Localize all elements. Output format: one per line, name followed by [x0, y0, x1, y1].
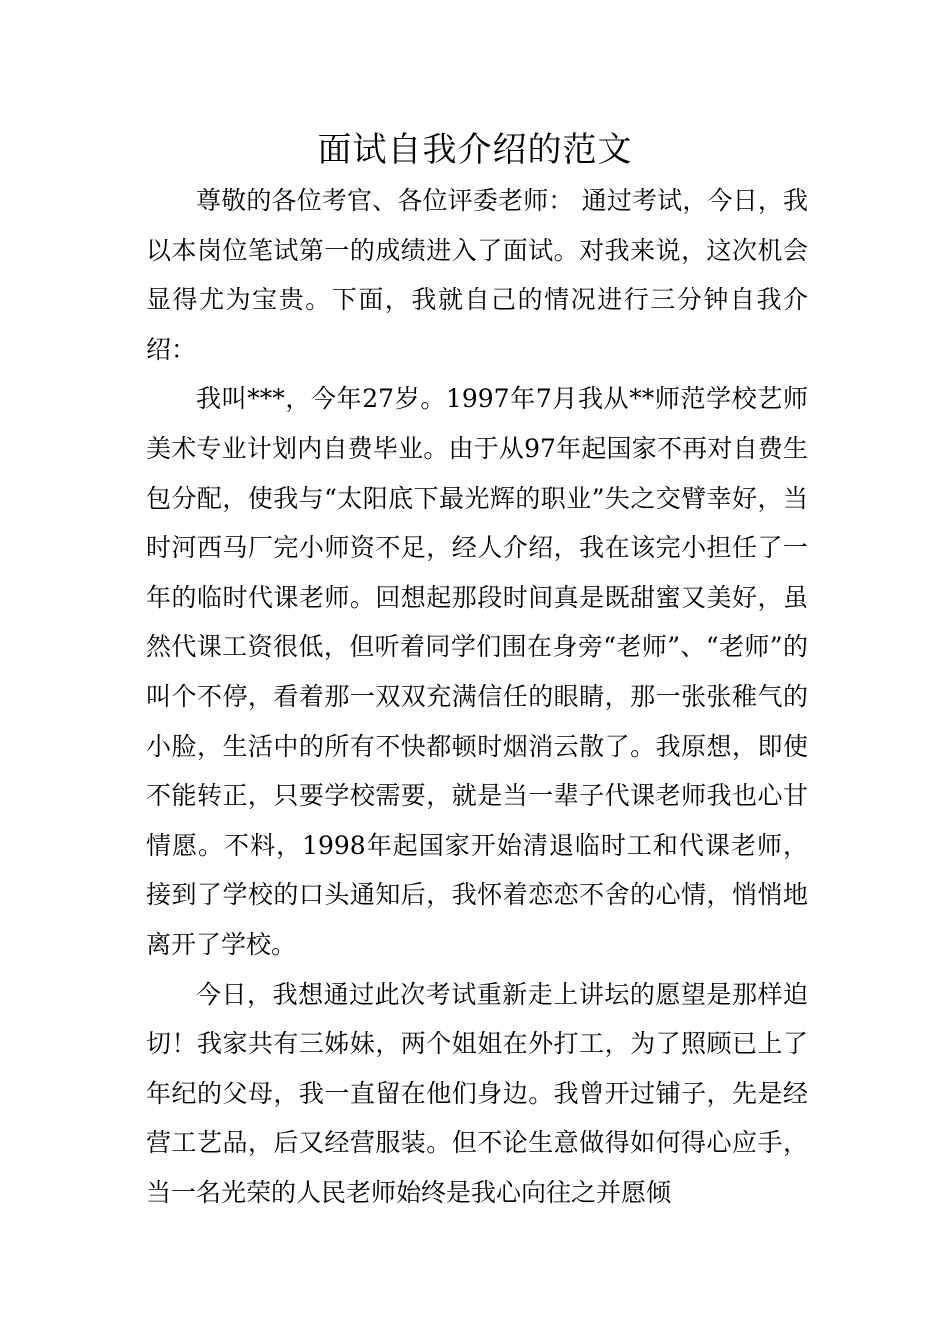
document-title: 面试自我介绍的范文 — [317, 130, 633, 170]
paragraph-background: 我叫***，今年27岁。1997年7月我从**师范学校艺师美术专业计划内自费毕业。由于从97年起国家不再对自费生包分配，使我与“太阳底下最光辉的职业”失之交臂幸好，当时河西马厂完小师资不足，经人介绍，我在该完小担任了一年的临时代课老师。回想起那段时间真是既甜蜜又美好，虽然代课工资很低，但听着同学们围在身旁“老师”、“老师”的叫个不停，看着那一双双充满信任的眼睛，那一张张稚气的小脸，生活中的所有不快都顿时烟消云散了。我原想，即使不能转正，只要学校需要，就是当一辈子代课老师我也心甘情愿。不料，1998年起国家开始清退临时工和代课老师，接到了学校的口头通知后，我怀着恋恋不舍的心情，悄悄地离开了学校。 — [146, 384, 808, 959]
document-body — [146, 176, 808, 1217]
paragraph-motivation: 今日，我想通过此次考试重新走上讲坛的愿望是那样迫切！我家共有三姊妹，两个姐姐在外打工，为了照顾已上了年纪的父母，我一直留在他们身边。我曾开过铺子，先是经营工艺品，后又经营服装。但不论生意做得如何得心应手，当一名光荣的人民老师始终是我心向往之并愿倾 — [146, 979, 808, 1207]
paragraph-greeting: 尊敬的各位考官、各位评委老师： 通过考试，今日，我以本岗位笔试第一的成绩进入了面试。对我来说，这次机会显得尤为宝贵。下面，我就自己的情况进行三分钟自我介绍： — [146, 186, 808, 364]
